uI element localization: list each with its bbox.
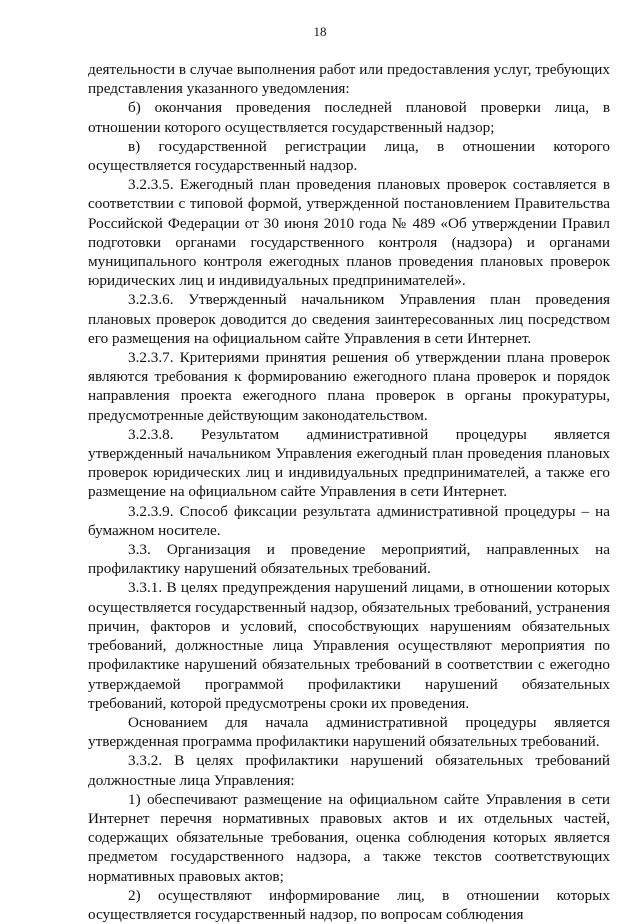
paragraph: 3.3.2. В целях профилактики нарушений обязательных требований должностные лица Управления: [88,752,610,789]
paragraph: 3.3. Организация и проведение мероприятий, направленных на профилактику нарушений обязательных требований. [88,541,610,578]
paragraph: 1) обеспечивают размещение на официальном сайте Управления в сети Интернет перечня нормативных правовых актов и их отдельных частей, содержащих обязательные требования, оценка соблюдения которых является предметом государственного надзора, а также текстов соответствующих нормативных правовых актов; [88,790,610,885]
paragraph: 3.2.3.7. Критериями принятия решения об утверждении плана проверок являются требования к формированию ежегодного плана проверок и порядок направления проекта ежегодного плана проверок в органы прокуратуры, предусмотренные действующим законодательством. [88,349,610,424]
paragraph: деятельности в случае выполнения работ или предоставления услуг, требующих представления указанного уведомления: [88,61,610,98]
paragraph: 3.2.3.5. Ежегодный план проведения плановых проверок составляется в соответствии с типовой формой, утвержденной постановлением Правительства Российской Федерации от 30 июня 2010 года № 489 «Об утверждении Правил подготовки органами государственного контроля (надзора) и органами муниципального контроля ежегодных планов проведения плановых проверок юридических лиц и индивидуальных предпринимателей». [88,176,610,290]
paragraph: 3.2.3.9. Способ фиксации результата административной процедуры – на бумажном носителе. [88,502,610,539]
paragraph: 2) осуществляют информирование лиц, в отношении которых осуществляется государственный надзор, по вопросам соблюдения [88,886,610,923]
paragraph: в) государственной регистрации лица, в отношении которого осуществляется государственный надзор. [88,137,610,175]
paragraph: 3.2.3.8. Результатом административной процедуры является утвержденный начальником Управления ежегодный план проведения плановых проверок юридических лиц и индивидуальных предпринимателей, а также его размещение на официальном сайте Управления в сети Интернет. [88,425,610,501]
paragraph: 3.2.3.6. Утвержденный начальником Управления план проведения плановых проверок доводится до сведения заинтересованных лиц посредством его размещения на официальном сайте Управления в сети Интернет. [88,291,610,347]
paragraph: б) окончания проведения последней плановой проверки лица, в отношении которого осуществляется государственный надзор; [88,99,610,136]
page-number: 18 [313,24,327,39]
paragraph: 3.3.1. В целях предупреждения нарушений лицами, в отношении которых осуществляется государственный надзор, обязательных требований, устранения причин, факторов и условий, способствующих нарушениям обязательных требований, должностные лица Управления осуществляют мероприятия по профилактике нарушений обязательных требований в соответствии с ежегодно утверждаемой программой профилактики нарушений обязательных требований, которой предусмотрены сроки их проведения. [88,579,610,712]
document-body [88,60,610,924]
paragraph: Основанием для начала административной процедуры является утвержденная программа профилактики нарушений обязательных требований. [88,713,610,751]
